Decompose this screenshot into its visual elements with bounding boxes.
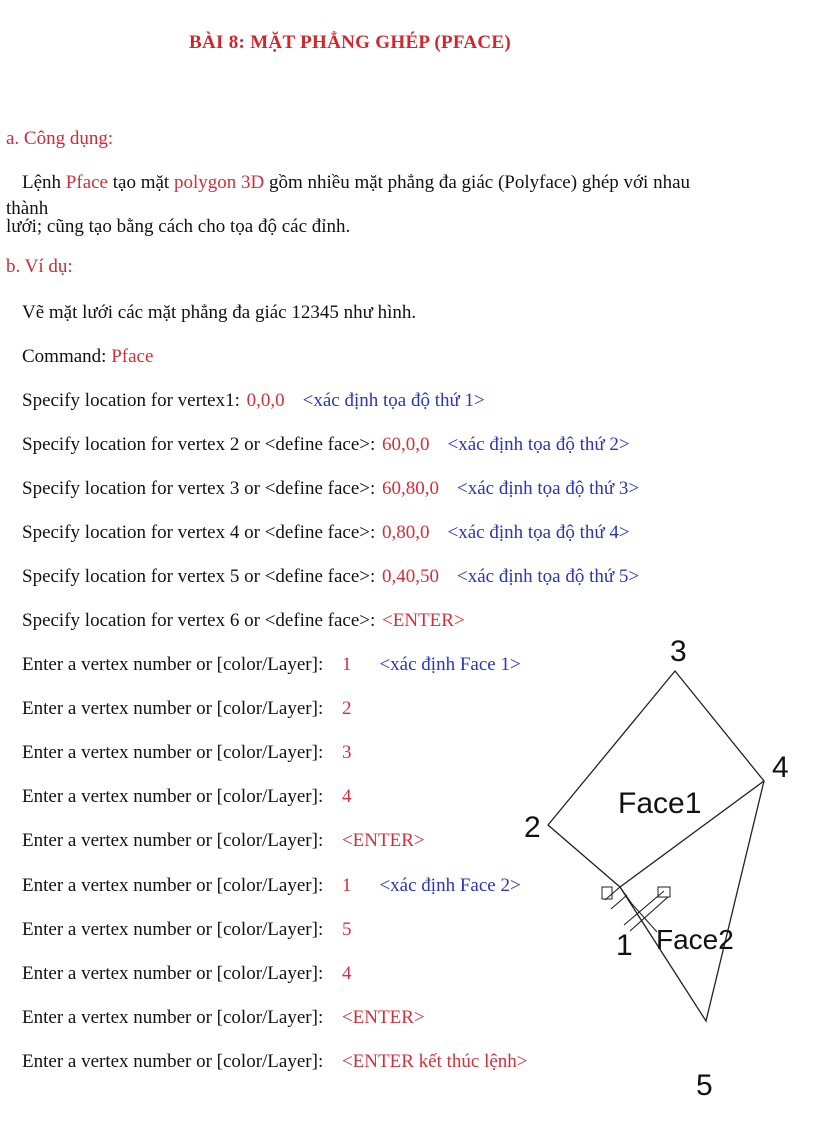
input-value: 4 xyxy=(341,962,352,984)
entry-prompt-line xyxy=(22,742,351,764)
prompt-text: Enter a vertex number or [color/Layer]: xyxy=(22,830,328,852)
command-label: Command: xyxy=(22,346,112,367)
prompt-text: Enter a vertex number or [color/Layer]: xyxy=(22,874,328,896)
entry-prompt-line xyxy=(22,654,521,676)
vertex-prompt-line xyxy=(22,390,485,412)
pface-diagram xyxy=(510,625,800,1115)
input-value: 60,80,0 xyxy=(382,478,440,499)
input-value: <ENTER kết thúc lệnh> xyxy=(341,1050,528,1072)
vertex-label-3: 3 xyxy=(670,635,687,668)
entry-prompt-line xyxy=(22,786,351,808)
vertex-label-5: 5 xyxy=(696,1069,713,1102)
annotation-note: <xác định tọa độ thứ 3> xyxy=(457,478,640,499)
input-value: 1 xyxy=(341,654,352,675)
entry-prompt-line xyxy=(22,1051,528,1073)
entry-prompt-line xyxy=(22,698,351,720)
prompt-text: Enter a vertex number or [color/Layer]: xyxy=(22,786,328,808)
prompt-text: Enter a vertex number or [color/Layer]: xyxy=(22,1006,328,1028)
input-value: <ENTER> xyxy=(341,830,425,852)
input-value: 3 xyxy=(341,742,352,764)
para-text: gồm nhiều mặt phẳng đa giác (Polyface) ghép với nhau thành xyxy=(6,172,691,219)
prompt-text: Enter a vertex number or [color/Layer]: xyxy=(22,962,328,984)
page-title: BÀI 8: MẶT PHẲNG GHÉP (PFACE) xyxy=(188,32,511,53)
para-text: Lệnh xyxy=(22,172,66,193)
vertex-prompt-line xyxy=(22,434,630,456)
face2-label: Face2 xyxy=(656,924,734,955)
vertex-label-2: 2 xyxy=(524,811,541,844)
prompt-text: Specify location for vertex 2 or <define face>: xyxy=(22,434,381,455)
prompt-text: Enter a vertex number or [color/Layer]: xyxy=(22,654,328,675)
prompt-text: Enter a vertex number or [color/Layer]: xyxy=(22,918,328,940)
command-name: Pface xyxy=(65,172,108,193)
input-value: 1 xyxy=(341,874,352,896)
input-value: 0,0,0 xyxy=(246,390,285,411)
polygon-term: polygon 3D xyxy=(173,172,265,193)
input-value: 0,40,50 xyxy=(382,566,440,587)
entry-prompt-line xyxy=(22,1007,425,1029)
input-value: <ENTER> xyxy=(382,610,465,631)
vertex-label-1: 1 xyxy=(616,929,633,962)
entry-prompt-line xyxy=(22,963,351,985)
para-text: tạo mặt xyxy=(108,172,174,193)
input-value: 5 xyxy=(341,918,352,940)
example-intro: Vẽ mặt lưới các mặt phẳng đa giác 12345 như hình. xyxy=(22,302,417,323)
annotation-note: <xác định Face 2> xyxy=(379,874,521,896)
prompt-text: Specify location for vertex 4 or <define face>: xyxy=(22,522,381,543)
prompt-text: Specify location for vertex 6 or <define face>: xyxy=(22,610,381,631)
prompt-text: Specify location for vertex 5 or <define face>: xyxy=(22,566,381,587)
prompt-text: Enter a vertex number or [color/Layer]: xyxy=(22,698,328,720)
vertex-prompt-line xyxy=(22,478,639,500)
prompt-text: Specify location for vertex 3 or <define face>: xyxy=(22,478,381,499)
entry-prompt-line xyxy=(22,919,351,941)
section-a-paragraph-2: lưới; cũng tạo bằng cách cho tọa độ các đỉnh. xyxy=(6,216,351,237)
input-value: 4 xyxy=(341,786,352,808)
annotation-note: <xác định tọa độ thứ 4> xyxy=(447,522,630,543)
prompt-text: Enter a vertex number or [color/Layer]: xyxy=(22,1050,328,1072)
input-value: 60,0,0 xyxy=(382,434,430,455)
annotation-note: <xác định tọa độ thứ 5> xyxy=(457,566,640,587)
vertex-prompt-line xyxy=(22,522,630,544)
input-value: 0,80,0 xyxy=(382,522,430,543)
section-b-heading: b. Ví dụ: xyxy=(6,256,73,277)
input-value: <ENTER> xyxy=(341,1006,425,1028)
command-line xyxy=(22,346,153,368)
face1-outline xyxy=(548,671,764,887)
prompt-text: Specify location for vertex1: xyxy=(22,390,245,411)
section-a-heading: a. Công dụng: xyxy=(6,128,114,149)
annotation-note: <xác định Face 1> xyxy=(379,654,521,675)
vertex-prompt-line xyxy=(22,610,465,632)
face1-label: Face1 xyxy=(618,787,702,820)
input-value: 2 xyxy=(341,698,352,720)
entry-prompt-line xyxy=(22,875,521,897)
entry-prompt-line xyxy=(22,830,425,852)
vertex-prompt-line xyxy=(22,566,639,588)
prompt-text: Enter a vertex number or [color/Layer]: xyxy=(22,742,328,764)
command-value: Pface xyxy=(111,346,154,367)
annotation-note: <xác định tọa độ thứ 2> xyxy=(447,434,630,455)
annotation-note: <xác định tọa độ thứ 1> xyxy=(302,390,485,411)
vertex-label-4: 4 xyxy=(772,751,789,784)
